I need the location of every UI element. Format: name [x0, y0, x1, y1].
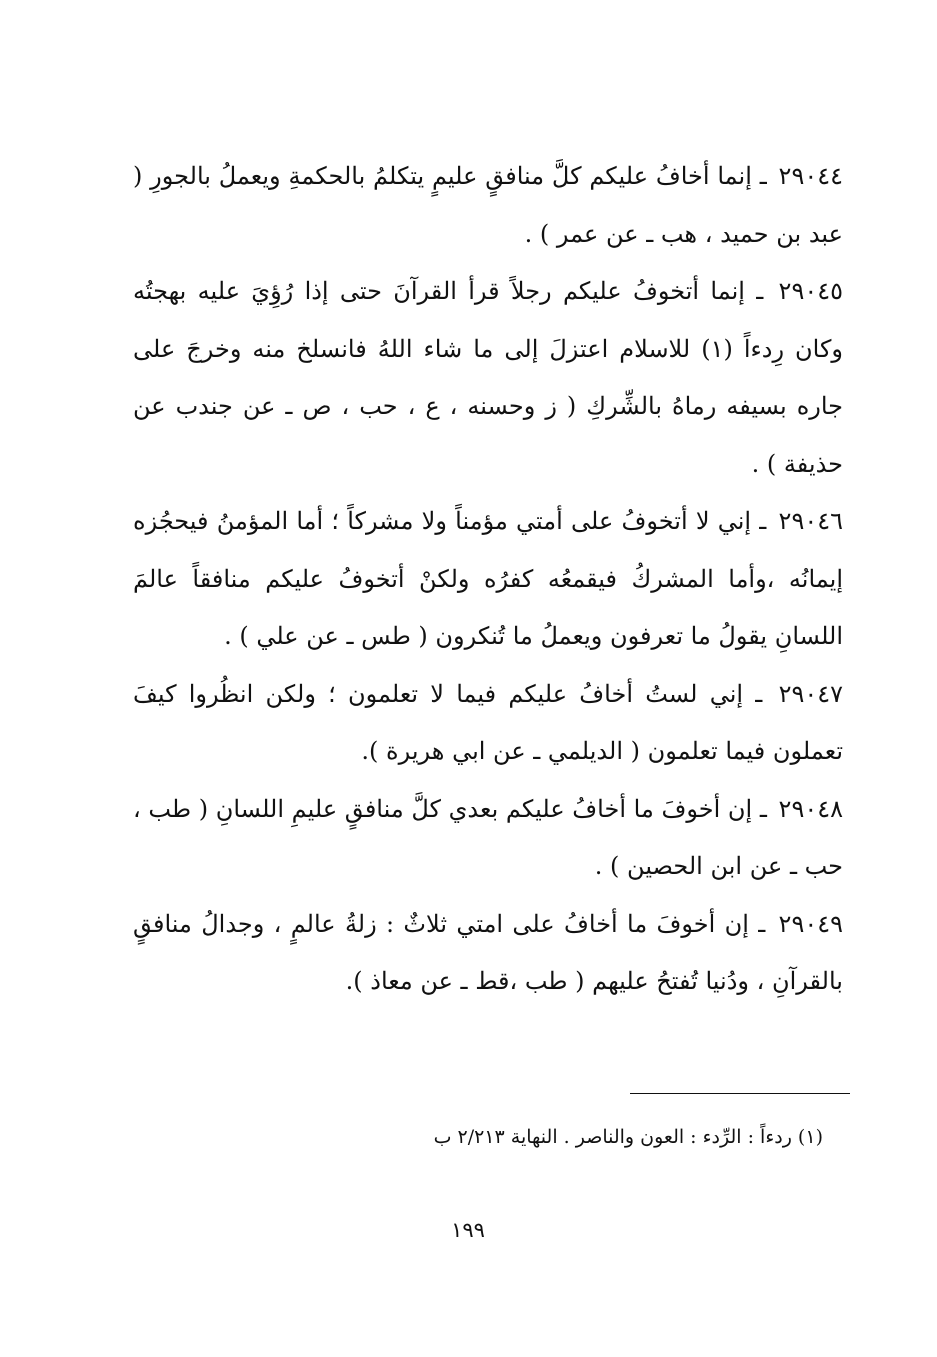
hadith-29044: ٢٩٠٤٤ ـ إنما أخافُ عليكم كلَّ منافقٍ عليمٍ يتكلمُ بالحكمةِ ويعملُ بالجورِ ( عبد بن حميد ، هب ـ عن عمر ) .: [133, 162, 843, 248]
hadith-number: ٢٩٠٤٤: [778, 162, 843, 190]
hadith-29048: ٢٩٠٤٨ ـ إن أخوفَ ما أخافُ عليكم بعدي كلَّ منافقٍ عليمِ اللسانِ ( طب ، حب ـ عن ابن الحصين ) .: [133, 794, 843, 880]
hadith-body: إنما أخافُ عليكم كلَّ منافقٍ عليمٍ يتكلمُ بالحكمةِ ويعملُ بالجورِ ( عبد بن حميد ، هب ـ عن عمر ) .: [133, 162, 843, 248]
hadith-29049: ٢٩٠٤٩ ـ إن أخوفَ ما أخافُ على امتي ثلاثٌ : زلةُ عالمٍ ، وجدالُ منافقٍ بالقرآنِ ، ودُنيا تُفتحُ عليهم ( طب ،قط ـ عن معاذ ).: [133, 909, 843, 995]
footnote-divider: [630, 1093, 850, 1094]
hadith-number: ٢٩٠٤٨: [778, 794, 843, 823]
hadith-body: إني لا أتخوفُ على أمتي مؤمناً ولا مشركاً ؛ أما المؤمنُ فيحجُزه إيمانُه ،وأما المشركُ فيقمعُه كفرُه ولكنْ أتخوفُ عليكم منافقاً عالمَ اللسانِ يقولُ ما تعرفون ويعملُ ما تُنكرون ( طس ـ عن علي ) .: [133, 507, 843, 650]
hadith-number: ٢٩٠٤٦: [778, 507, 843, 535]
hadith-body: إن أخوفَ ما أخافُ على امتي ثلاثٌ : زلةُ عالمٍ ، وجدالُ منافقٍ بالقرآنِ ، ودُنيا تُفتحُ عليهم ( طب ،قط ـ عن معاذ ).: [133, 909, 843, 995]
hadith-number: ٢٩٠٤٧: [778, 679, 844, 708]
hadith-body: إنما أتخوفُ عليكم رجلاً قرأ القرآنَ حتى إذا رُؤِيَ عليه بهجتُه وكان رِدءاً (١) للاسلام اعتزلَ إلى ما شاء اللهُ فانسلخ منه وخرجَ على جاره بسيفه رماهُ بالشِّركِ ( ز وحسنه ، ع ، حب ، ص ـ عن جندب عن حذيفة ) .: [133, 277, 843, 478]
hadith-29046: ٢٩٠٤٦ ـ إني لا أتخوفُ على أمتي مؤمناً ولا مشركاً ؛ أما المؤمنُ فيحجُزه إيمانُه ،وأما المشركُ فيقمعُه كفرُه ولكنْ أتخوفُ عليكم منافقاً عالمَ اللسانِ يقولُ ما تعرفون ويعملُ ما تُنكرون ( طس ـ عن علي ) .: [133, 507, 843, 650]
hadith-text-block: [133, 148, 843, 1011]
hadith-29047: ٢٩٠٤٧ ـ إني لستُ أخافُ عليكم فيما لا تعلمون ؛ ولكن انظُروا كيفَ تعملون فيما تعلمون ( الديلمي ـ عن ابي هريرة ).: [133, 679, 844, 765]
hadith-number: ٢٩٠٤٩: [778, 909, 843, 938]
footnote: (١) ردءاً : الرِّدء : العون والناصر . النهاية ٢/٢١٣ ب: [433, 1126, 823, 1148]
hadith-body: إني لستُ أخافُ عليكم فيما لا تعلمون ؛ ولكن انظُروا كيفَ تعملون فيما تعلمون ( الديلمي ـ عن ابي هريرة ).: [133, 679, 843, 765]
hadith-29045: ٢٩٠٤٥ ـ إنما أتخوفُ عليكم رجلاً قرأ القرآنَ حتى إذا رُؤِيَ عليه بهجتُه وكان رِدءاً (١) للاسلام اعتزلَ إلى ما شاء اللهُ فانسلخ منه وخرجَ على جاره بسيفه رماهُ بالشِّركِ ( ز وحسنه ، ع ، حب ، ص ـ عن جندب عن حذيفة ) .: [133, 277, 843, 478]
page-number: ١٩٩: [451, 1218, 485, 1242]
hadith-number: ٢٩٠٤٥: [778, 277, 843, 305]
hadith-body: إن أخوفَ ما أخافُ عليكم بعدي كلَّ منافقٍ عليمِ اللسانِ ( طب ، حب ـ عن ابن الحصين ) .: [133, 794, 843, 880]
